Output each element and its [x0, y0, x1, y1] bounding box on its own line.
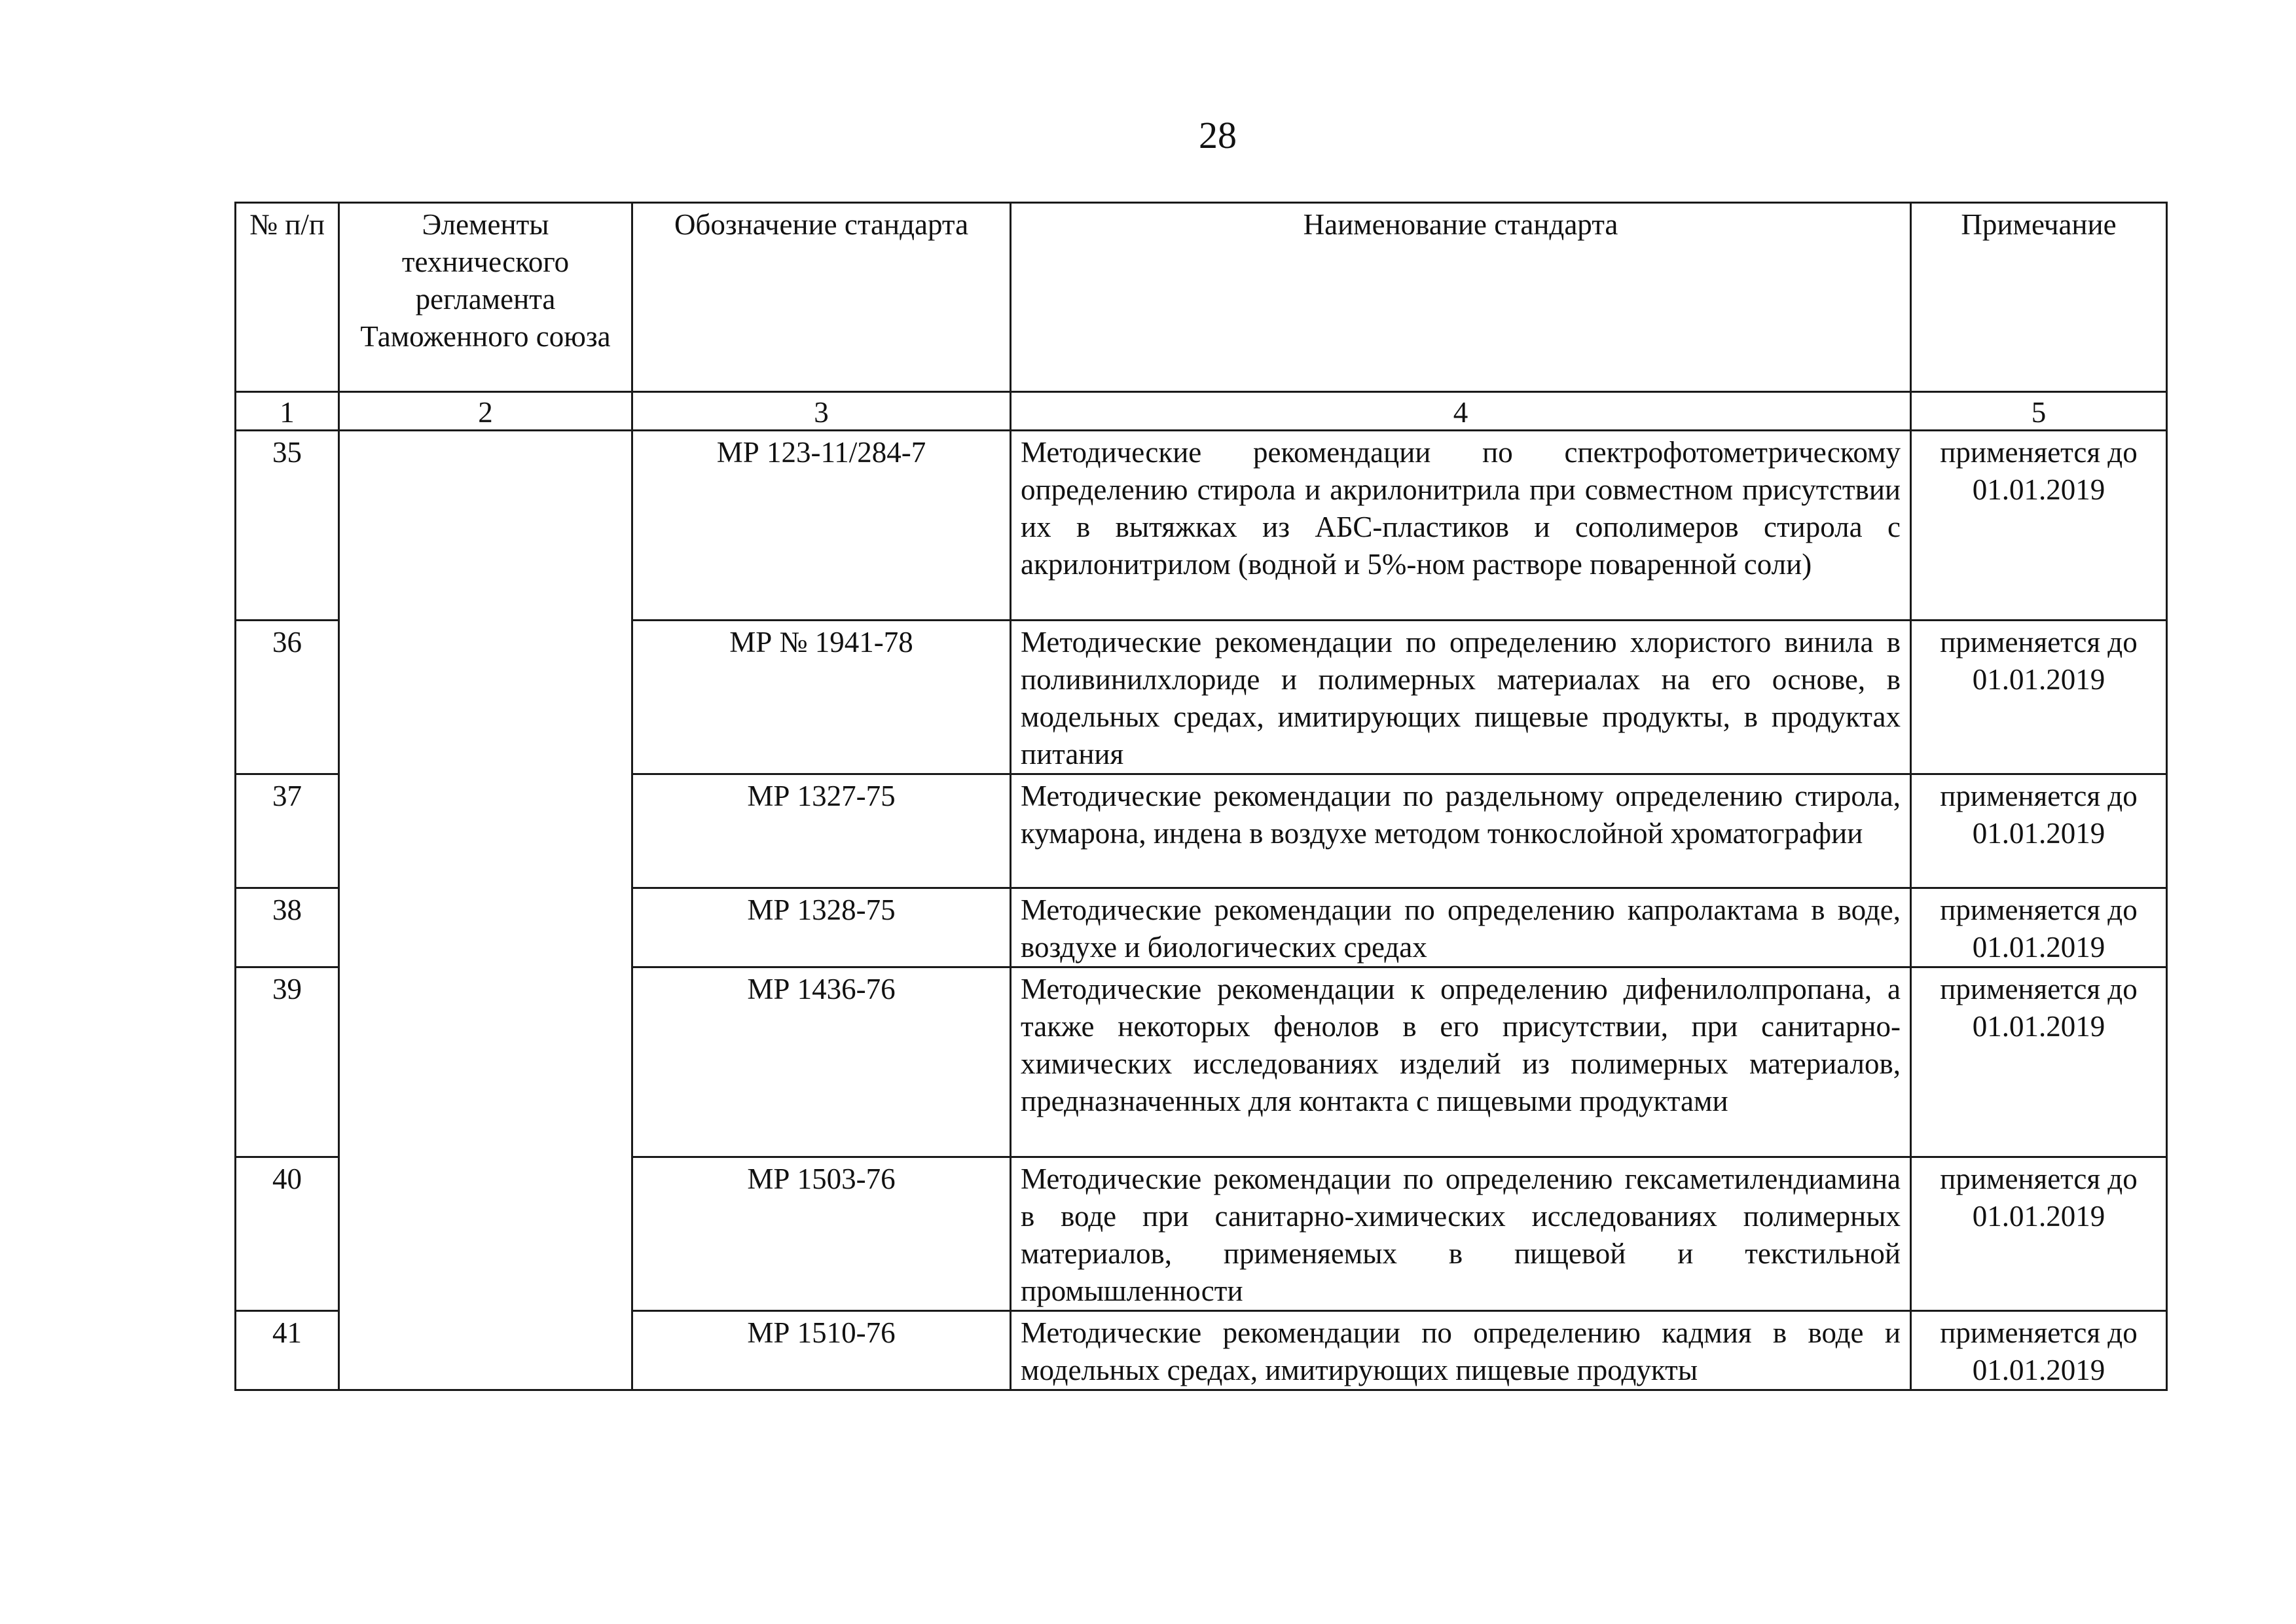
- standard-note: применяется до 01.01.2019: [1911, 967, 2167, 1157]
- regulation-elements-cell: [339, 431, 632, 1390]
- header-elements: Элементы технического регламента Таможенного союза: [339, 203, 632, 392]
- row-number: 37: [236, 774, 339, 888]
- header-standard-name: Наименование стандарта: [1011, 203, 1911, 392]
- standard-note: применяется до 01.01.2019: [1911, 888, 2167, 967]
- standard-designation: МР 1327-75: [632, 774, 1011, 888]
- table-row: [236, 431, 2167, 621]
- column-number: 1: [236, 392, 339, 431]
- row-number: 36: [236, 621, 339, 774]
- standard-designation: МР 123-11/284-7: [632, 431, 1011, 621]
- standards-table: [234, 202, 2168, 1391]
- column-number: 3: [632, 392, 1011, 431]
- standard-designation: МР 1503-76: [632, 1157, 1011, 1311]
- standard-note: применяется до 01.01.2019: [1911, 774, 2167, 888]
- row-number: 35: [236, 431, 339, 621]
- standard-designation: МР 1328-75: [632, 888, 1011, 967]
- column-number: 5: [1911, 392, 2167, 431]
- standard-designation: МР 1510-76: [632, 1311, 1011, 1390]
- header-number: № п/п: [236, 203, 339, 392]
- standard-name: Методические рекомендации по определению гексаметилендиамина в воде при санитарно-химических исследованиях полимерных материалов, применяемых в пищевой и текстильной промышленности: [1011, 1157, 1911, 1311]
- column-number-row: [236, 392, 2167, 431]
- standard-name: Методические рекомендации к определению дифенилолпропана, а также некоторых фенолов в его присутствии, при санитарно-химических исследованиях изделий из полимерных материалов, предназначенных для контакта с пищевыми продуктами: [1011, 967, 1911, 1157]
- standard-name: Методические рекомендации по определению кадмия в воде и модельных средах, имитирующих пищевые продукты: [1011, 1311, 1911, 1390]
- standard-note: применяется до 01.01.2019: [1911, 431, 2167, 621]
- header-note: Примечание: [1911, 203, 2167, 392]
- row-number: 39: [236, 967, 339, 1157]
- row-number: 40: [236, 1157, 339, 1311]
- standard-name: Методические рекомендации по определению капролактама в воде, воздухе и биологических средах: [1011, 888, 1911, 967]
- standard-note: применяется до 01.01.2019: [1911, 621, 2167, 774]
- standard-name: Методические рекомендации по спектрофотометрическому определению стирола и акрилонитрила при совместном присутствии их в вытяжках из АБС-пластиков и сополимеров стирола с акрилонитрилом (водной и 5%-ном растворе поваренной соли): [1011, 431, 1911, 621]
- header-row: [236, 203, 2167, 392]
- standard-designation: МР 1436-76: [632, 967, 1011, 1157]
- standard-designation: МР № 1941-78: [632, 621, 1011, 774]
- standard-name: Методические рекомендации по раздельному определению стирола, кумарона, индена в воздухе методом тонкослойной хроматографии: [1011, 774, 1911, 888]
- standard-note: применяется до 01.01.2019: [1911, 1311, 2167, 1390]
- header-designation: Обозначение стандарта: [632, 203, 1011, 392]
- standard-note: применяется до 01.01.2019: [1911, 1157, 2167, 1311]
- row-number: 38: [236, 888, 339, 967]
- row-number: 41: [236, 1311, 339, 1390]
- column-number: 4: [1011, 392, 1911, 431]
- page-number: 28: [1199, 114, 1237, 156]
- standard-name: Методические рекомендации по определению хлористого винила в поливинилхлориде и полимерных материалах на его основе, в модельных средах, имитирующих пищевые продукты, в продуктах питания: [1011, 621, 1911, 774]
- column-number: 2: [339, 392, 632, 431]
